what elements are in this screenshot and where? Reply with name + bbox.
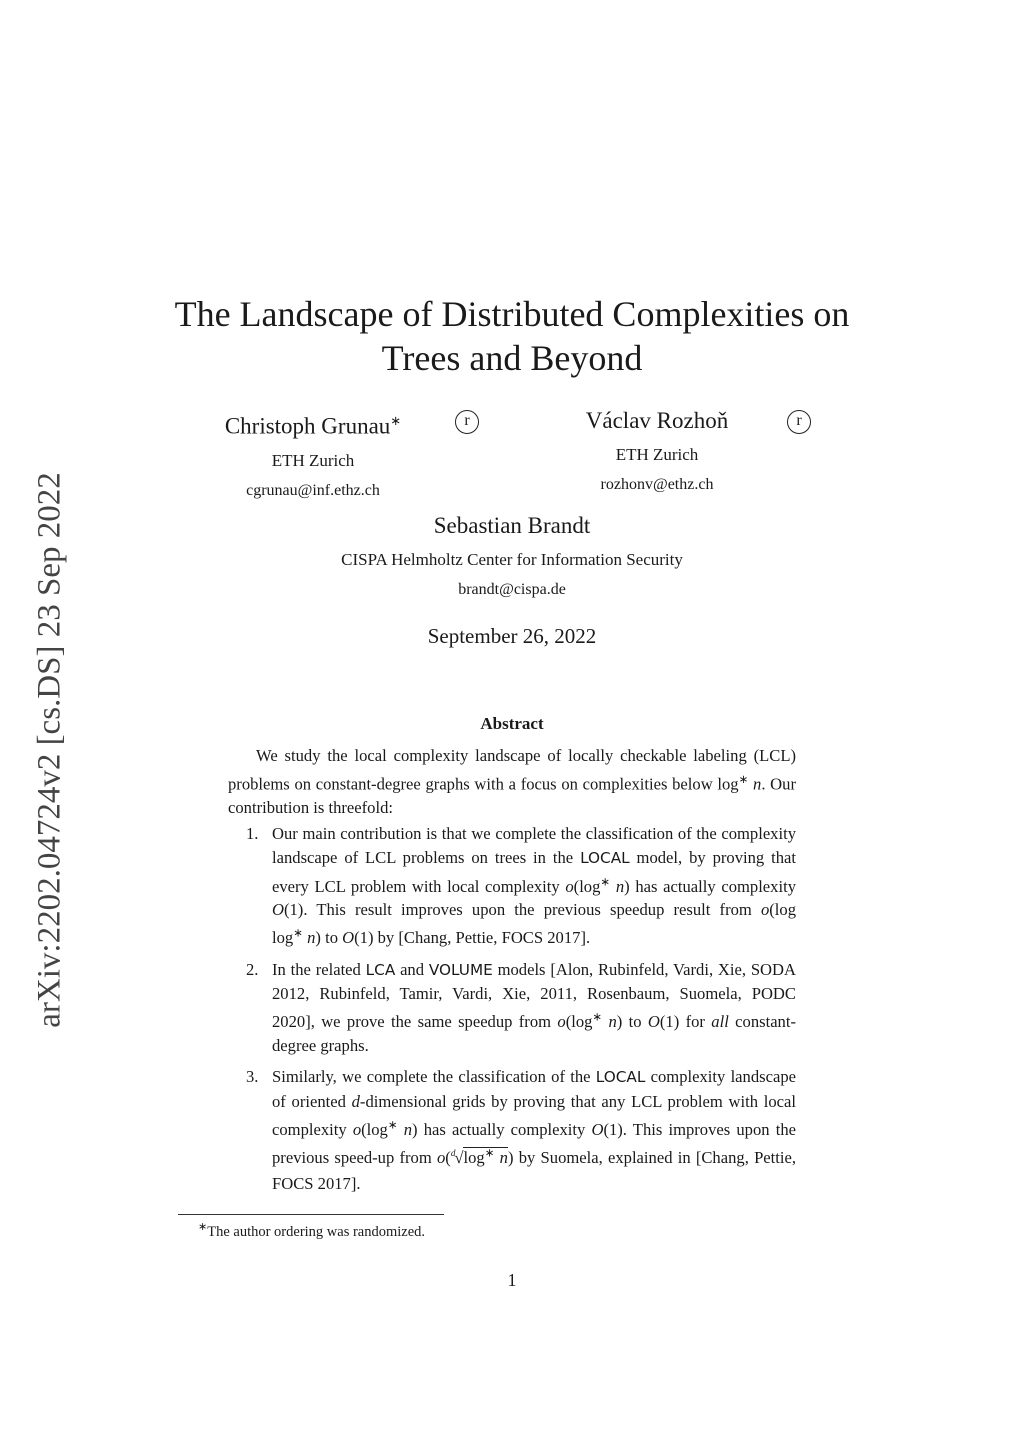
footnote-mark: ∗: [198, 1221, 208, 1233]
author-affiliation: CISPA Helmholtz Center for Information Security: [341, 550, 683, 569]
abstract-intro: We study the local complexity landscape of locally checkable labeling (LCL) problems on constant-degree graphs with a focus on complexities below log∗ n. Our contribution is threefold:: [228, 746, 796, 817]
author-email: rozhonv@ethz.ch: [600, 476, 714, 493]
paper-title: The Landscape of Distributed Complexities on Trees and Beyond: [174, 294, 850, 378]
list-item: [228, 822, 796, 950]
author-name: Christoph Grunau: [224, 413, 391, 439]
orcid-icon[interactable]: r: [787, 410, 811, 434]
list-item-text: Our main contribution is that we complete the classification of the complexity landscape of LCL problems on trees in the LOCAL model, by proving that every LCL problem with local complexity o(log∗ n) has actually complexity O(1). This result improves upon the previous speedup result from o(log log∗ n) to O(1) by [Chang, Pettie, FOCS 2017].: [272, 824, 796, 948]
author-name: Václav Rozhoň: [585, 408, 729, 433]
arxiv-identifier-stamp: arXiv:2202.04724v2 [cs.DS] 23 Sep 2022: [31, 472, 68, 1028]
footnote-text: The author ordering was randomized.: [207, 1223, 426, 1240]
author-footnote-mark: ∗: [390, 413, 402, 428]
list-item-number: 2.: [246, 959, 259, 979]
list-item-text: Similarly, we complete the classification of the LOCAL complexity landscape of oriented d-dimensional grids by proving that any LCL problem with local complexity o(log∗ n) has actually complexity O(1). This improves upon the previous speed-up from o($^d$√log∗ n) by Suomela, explained in [Chang, Pettie, FOCS 2017].: [272, 1067, 797, 1194]
author-name: Sebastian Brandt: [433, 513, 591, 538]
footnote-divider: [178, 1214, 444, 1215]
list-item: [228, 1065, 796, 1196]
contribution-list: [228, 822, 796, 1204]
list-item-number: 3.: [246, 1067, 259, 1087]
abstract-heading: Abstract: [480, 714, 544, 733]
author-email: cgrunau@inf.ethz.ch: [246, 481, 380, 499]
footnote: [198, 1220, 425, 1241]
list-item-text: In the related LCA and VOLUME models [Alon, Rubinfeld, Vardi, Xie, SODA 2012, Rubinfeld, Tamir, Vardi, Xie, 2011, Rosenbaum, Suomela, PODC 2020], we prove the same speedup from o(log∗ n) to O(1) for all constant-degree graphs.: [272, 959, 796, 1055]
author-3: [212, 511, 812, 603]
page-number: 1: [507, 1270, 517, 1290]
author-affiliation: ETH Zurich: [271, 450, 355, 470]
author-1: [200, 406, 426, 504]
author-2: [546, 406, 768, 498]
list-item: [228, 958, 796, 1058]
list-item-number: 1.: [246, 824, 259, 843]
orcid-icon[interactable]: r: [455, 410, 479, 434]
author-email: brandt@cispa.de: [458, 581, 566, 598]
author-affiliation: ETH Zurich: [615, 445, 699, 464]
publication-date: September 26, 2022: [427, 624, 597, 648]
